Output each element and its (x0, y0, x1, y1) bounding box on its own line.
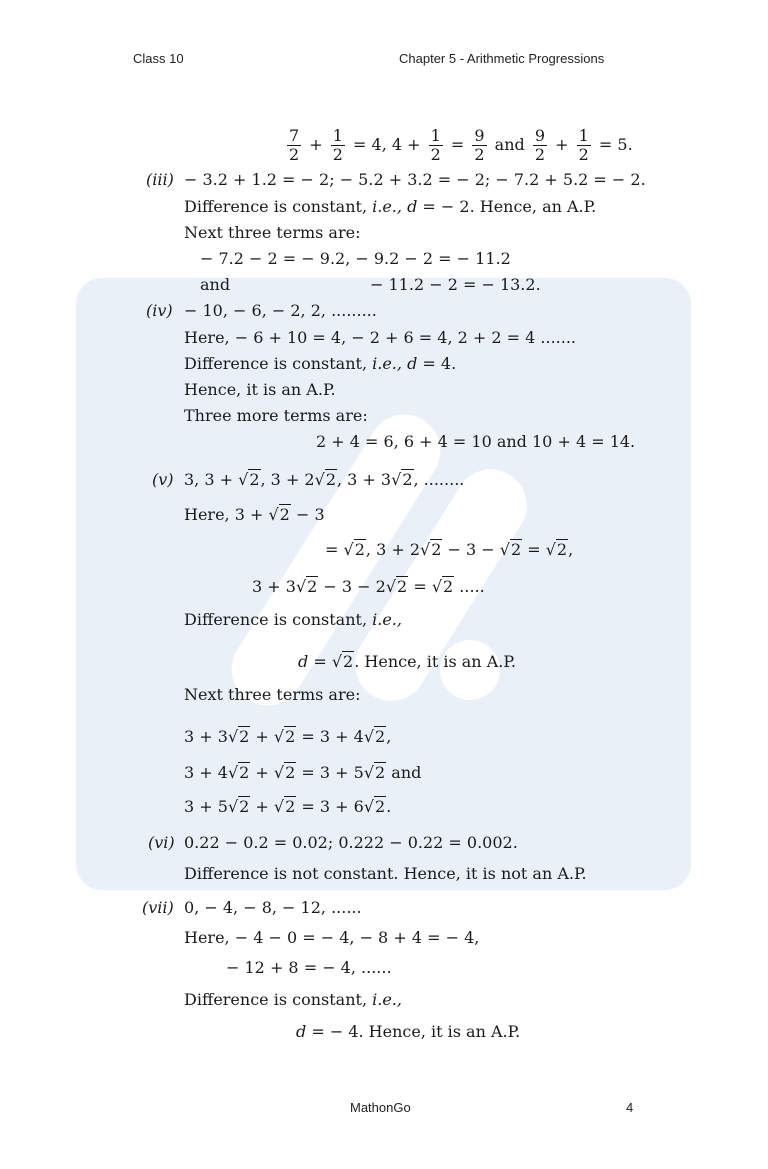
sqrt: √2 (431, 577, 454, 596)
header-class: Class 10 (133, 51, 184, 66)
fraction: $\frac{1}{2}$ (578, 126, 589, 164)
sqrt: √2 (268, 505, 290, 524)
fraction: $\frac{7}{2}$ (289, 126, 300, 164)
sqrt: √2 (331, 652, 354, 671)
page-number: 4 (626, 1100, 634, 1115)
vii-line-2: Here, − 4 − 0 = − 4, − 8 + 4 = − 4, (184, 928, 480, 947)
iv-line-4: Hence, it is an A.P. (184, 380, 336, 399)
vii-line-3: − 12 + 8 = − 4, ...... (226, 958, 392, 977)
fraction: $\frac{9}{2}$ (474, 126, 485, 164)
vi-line-2: Difference is not constant. Hence, it is not an A.P. (184, 864, 587, 883)
footer-brand: MathonGo (350, 1100, 411, 1115)
label-v: (v) (152, 470, 174, 489)
v-line-8: 3 + 3√2 + √2 = 3 + 4√2, (184, 727, 392, 746)
iii-line-5: − 11.2 − 2 = − 13.2. (370, 275, 541, 294)
sqrt: √2 (391, 470, 413, 489)
sqrt: √2 (363, 797, 386, 816)
sqrt: √2 (227, 763, 250, 782)
iv-line-3: Difference is constant, i.e., d = 4. (184, 354, 457, 373)
v-line-10: 3 + 5√2 + √2 = 3 + 6√2. (184, 797, 392, 816)
iii-line-3: Next three terms are: (184, 223, 361, 242)
v-line-7: Next three terms are: (184, 685, 361, 704)
v-line-5: Difference is constant, i.e., (184, 610, 402, 629)
iii-line-1: − 3.2 + 1.2 = − 2; − 5.2 + 3.2 = − 2; − 7.2 + 5.2 = − 2. (184, 170, 646, 189)
iii-line-4: − 7.2 − 2 = − 9.2, − 9.2 − 2 = − 11.2 (200, 249, 511, 268)
label-iv: (iv) (146, 301, 173, 320)
sqrt: √2 (314, 470, 336, 489)
sqrt: √2 (227, 797, 250, 816)
iv-line-2: Here, − 6 + 10 = 4, − 2 + 6 = 4, 2 + 2 = 4 ....... (184, 328, 576, 347)
vi-line-1: 0.22 − 0.2 = 0.02; 0.222 − 0.22 = 0.002. (184, 833, 518, 852)
label-vi: (vi) (148, 833, 175, 852)
v-line-2: Here, 3 + √2 − 3 (184, 505, 325, 524)
fraction: $\frac{9}{2}$ (534, 126, 546, 164)
label-vii: (vii) (142, 898, 174, 917)
sqrt: √2 (545, 540, 568, 559)
sqrt: √2 (273, 727, 296, 746)
vii-line-5: d = − 4. Hence, it is an A.P. (296, 1022, 521, 1041)
iv-line-5: Three more terms are: (184, 406, 368, 425)
sqrt: √2 (238, 470, 260, 489)
fraction: $\frac{1}{2}$ (430, 126, 441, 164)
v-line-6: d = √2. Hence, it is an A.P. (298, 652, 516, 671)
vii-line-1: 0, − 4, − 8, − 12, ...... (184, 898, 362, 917)
sqrt: √2 (273, 797, 296, 816)
iv-line-1: − 10, − 6, − 2, 2, ......... (184, 301, 377, 320)
fraction: $\frac{1}{2}$ (332, 126, 343, 164)
v-line-9: 3 + 4√2 + √2 = 3 + 5√2 and (184, 763, 422, 782)
v-line-4: 3 + 3√2 − 3 − 2√2 = √2 ..... (252, 577, 485, 596)
sqrt: √2 (273, 763, 296, 782)
header-chapter: Chapter 5 - Arithmetic Progressions (399, 51, 605, 66)
iii-line-5-and: and (200, 275, 231, 294)
iii-line-2: Difference is constant, i.e., d = − 2. Hence, an A.P. (184, 197, 597, 216)
sqrt: √2 (420, 540, 442, 559)
sqrt: √2 (295, 577, 318, 596)
sqrt: √2 (385, 577, 408, 596)
sqrt: √2 (227, 727, 250, 746)
sqrt: √2 (363, 727, 386, 746)
sqrt: √2 (499, 540, 522, 559)
v-line-3: = √2, 3 + 2√2 − 3 − √2 = √2, (325, 540, 574, 559)
fraction-line: $\frac{7}{2}$ + $\frac{1}{2}$ = 4, 4 + $\frac{1}{2}$ = $\frac{9}{2}$ and $\frac{9}{2}$ + $\frac{1}{2}$ = 5. (289, 126, 633, 164)
vii-line-4: Difference is constant, i.e., (184, 990, 402, 1009)
label-iii: (iii) (146, 170, 174, 189)
sqrt: √2 (343, 540, 365, 559)
iv-line-6: 2 + 4 = 6, 6 + 4 = 10 and 10 + 4 = 14. (316, 432, 636, 451)
sqrt: √2 (363, 763, 386, 782)
v-line-1: 3, 3 + √2, 3 + 2√2, 3 + 3√2, ........ (184, 470, 465, 489)
